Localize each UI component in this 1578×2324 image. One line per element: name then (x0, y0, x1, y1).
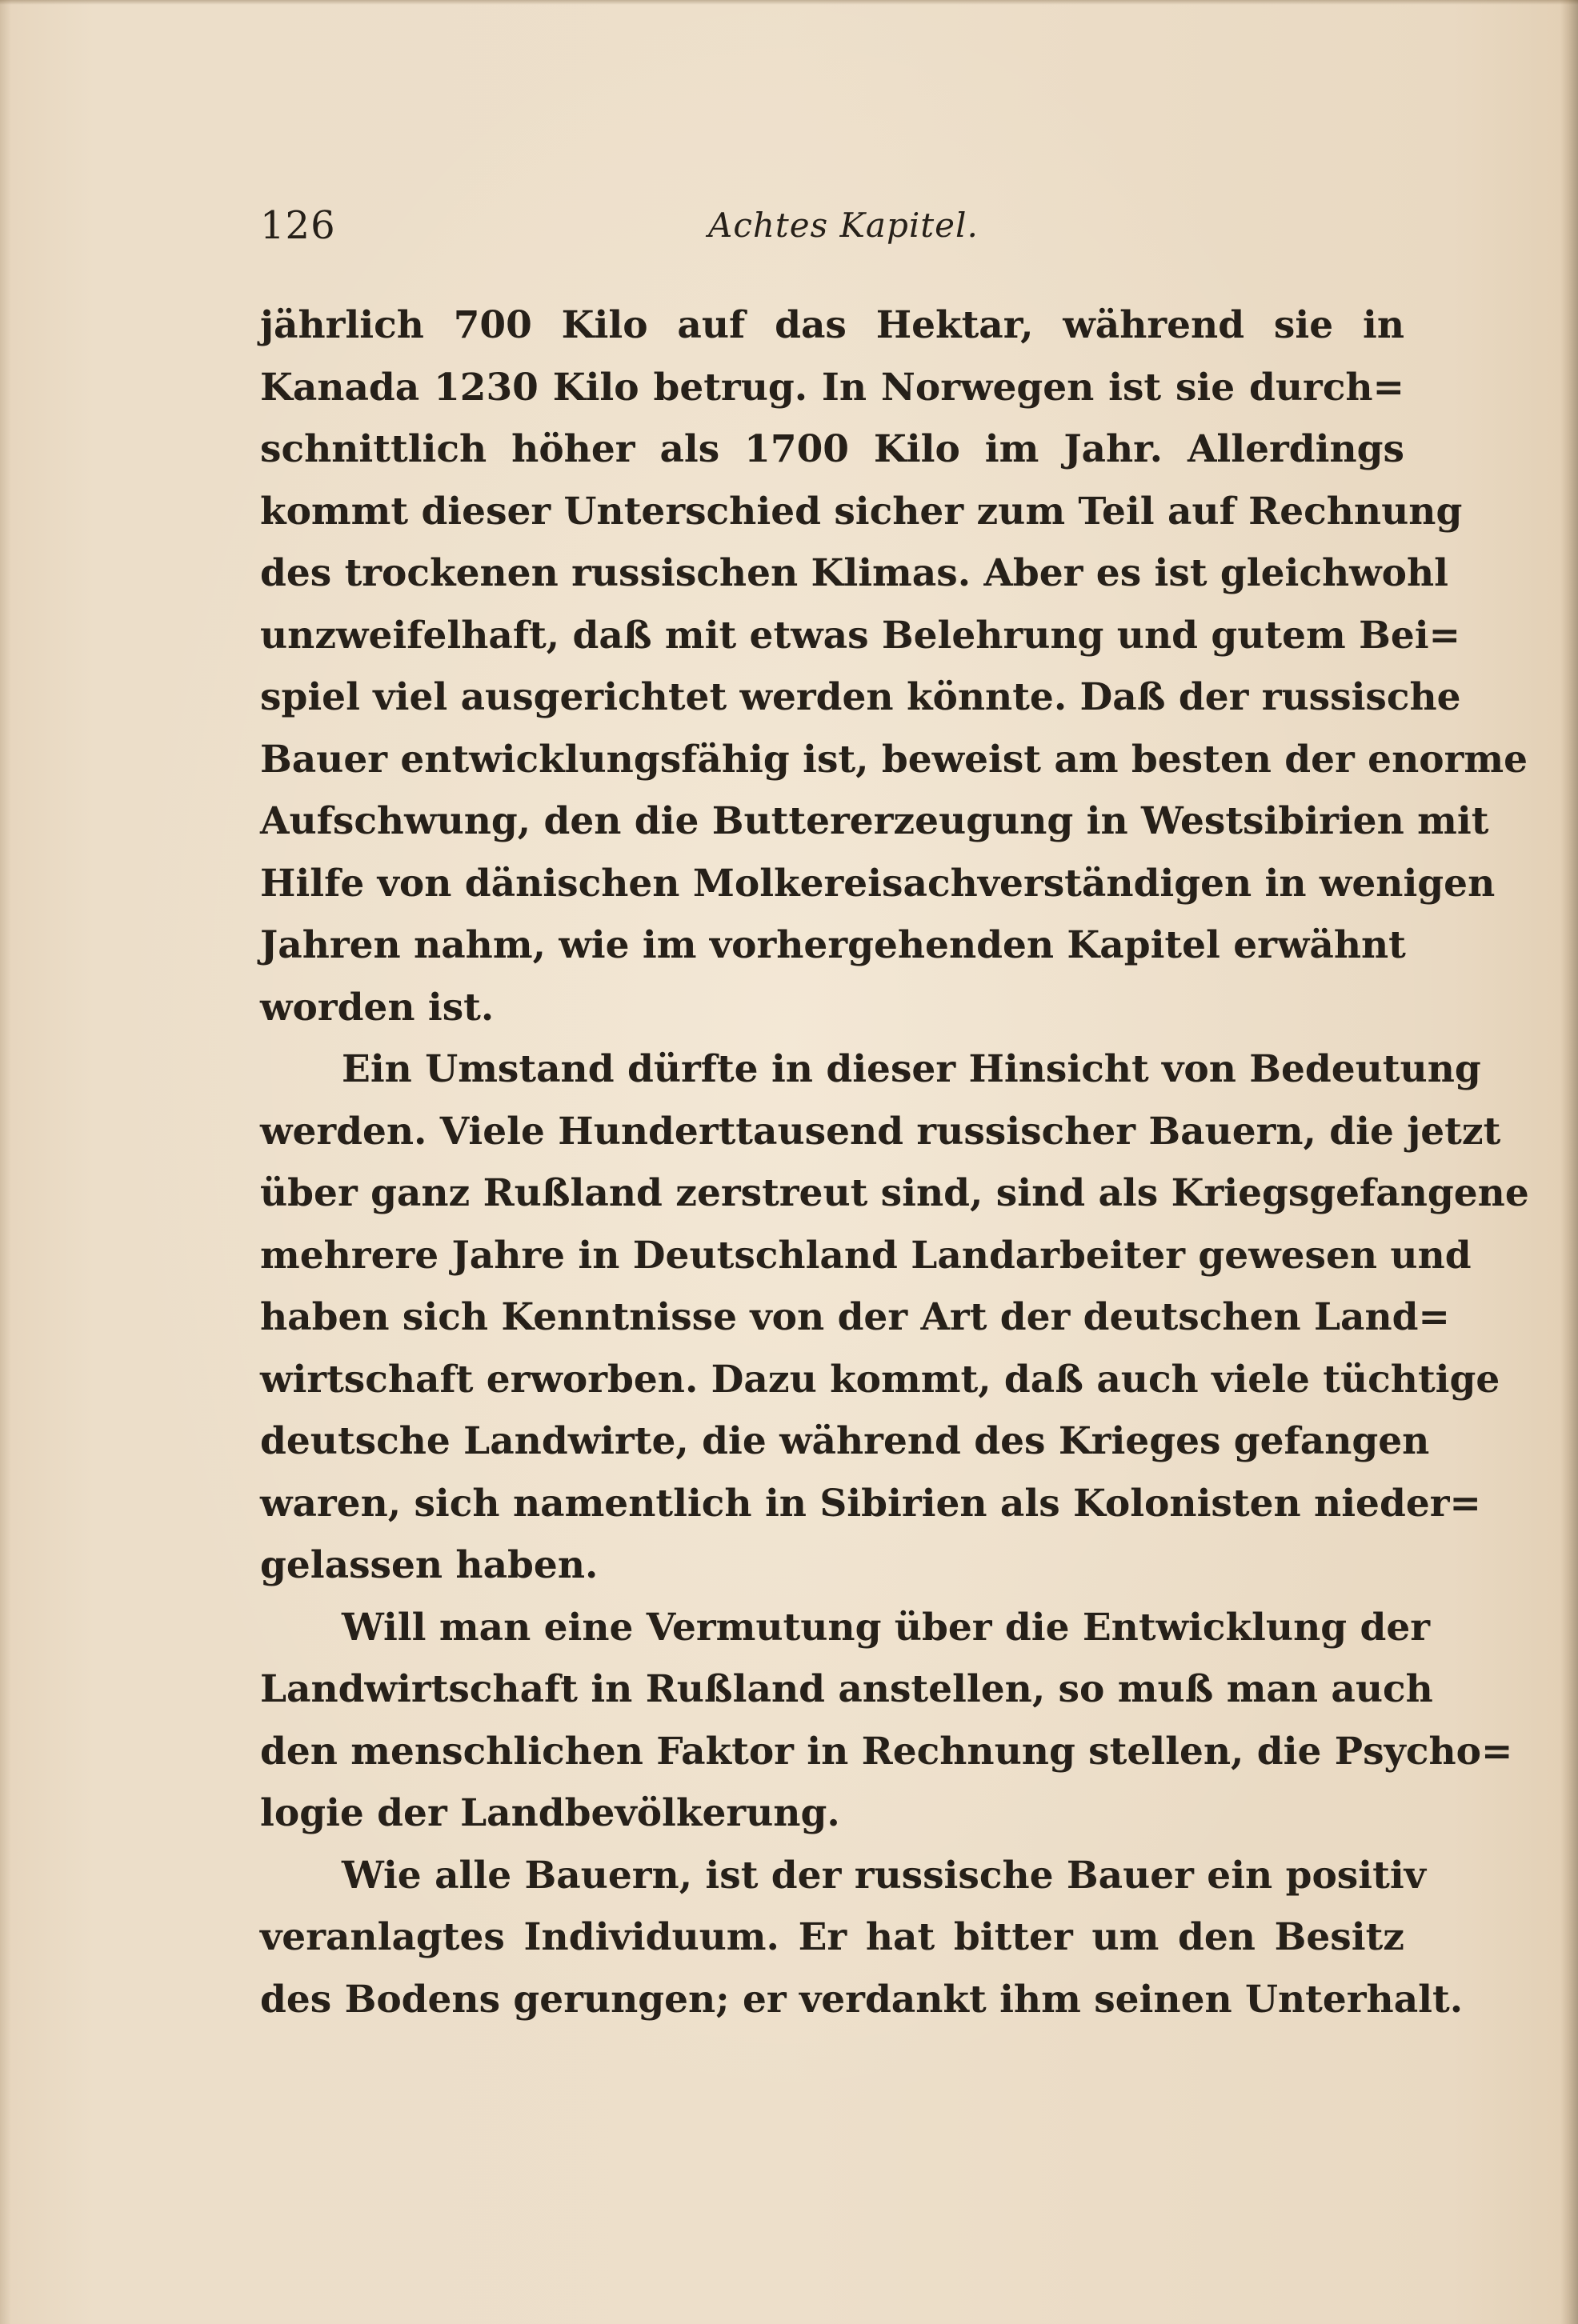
text-line: des trockenen russischen Klimas. Aber es ist gleichwohl (260, 551, 1448, 595)
page-right-edge (1560, 0, 1578, 2324)
text-line: Landwirtschaft in Rußland anstellen, so muß man auch (260, 1667, 1433, 1711)
page-number: 126 (260, 203, 336, 248)
text-line: haben sich Kenntnisse von der Art der deutschen Land= (260, 1295, 1450, 1339)
page-header (260, 200, 1404, 251)
text-line: worden ist. (260, 985, 495, 1030)
text-line: wirtschaft erworben. Dazu kommt, daß auch viele tüchtige (260, 1357, 1500, 1402)
text-line: waren, sich namentlich in Sibirien als Kolonisten nieder= (260, 1481, 1481, 1526)
text-line: logie der Landbevölkerung. (260, 1791, 840, 1835)
text-line: mehrere Jahre in Deutschland Landarbeiter gewesen und (260, 1233, 1472, 1278)
text-line: Hilfe von dänischen Molkereisachverständigen in wenigen (260, 861, 1496, 906)
page-left-edge (0, 0, 11, 2324)
text-line: Kanada 1230 Kilo betrug. In Norwegen ist sie durch= (260, 365, 1404, 410)
text-line: Bauer entwicklungsfähig ist, beweist am besten der enorme (260, 737, 1528, 782)
text-line: unzweifelhaft, daß mit etwas Belehrung und gutem Bei= (260, 613, 1460, 658)
text-line: schnittlich höher als 1700 Kilo im Jahr. Allerdings (260, 427, 1404, 471)
text-line: gelassen haben. (260, 1543, 599, 1587)
text-line: Will man eine Vermutung über die Entwicklung der (342, 1605, 1430, 1650)
text-line: kommt dieser Unterschied sicher zum Teil auf Rechnung (260, 489, 1463, 534)
text-line: jährlich 700 Kilo auf das Hektar, während sie in (260, 303, 1404, 347)
text-line: werden. Viele Hunderttausend russischer Bauern, die jetzt (260, 1109, 1501, 1154)
body-text (260, 294, 1529, 2030)
text-line: des Bodens gerungen; er verdankt ihm seinen Unterhalt. (260, 1977, 1464, 2022)
text-line: Ein Umstand dürfte in dieser Hinsicht von Bedeutung (342, 1047, 1481, 1091)
text-line: Aufschwung, den die Buttererzeugung in Westsibirien mit (260, 799, 1489, 843)
running-head: Achtes Kapitel. (708, 206, 979, 245)
text-line: deutsche Landwirte, die während des Krieges gefangen (260, 1419, 1430, 1463)
text-line: spiel viel ausgerichtet werden könnte. Daß der russische (260, 675, 1461, 719)
text-line: Jahren nahm, wie im vorhergehenden Kapitel erwähnt (260, 923, 1406, 967)
page-top-edge (0, 0, 1578, 5)
text-line: den menschlichen Faktor in Rechnung stellen, die Psycho= (260, 1729, 1513, 1774)
text-line: Wie alle Bauern, ist der russische Bauer ein positiv (342, 1853, 1426, 1898)
text-line: veranlagtes Individuum. Er hat bitter um den Besitz (260, 1915, 1404, 1959)
text-line: über ganz Rußland zerstreut sind, sind als Kriegsgefangene (260, 1171, 1529, 1215)
